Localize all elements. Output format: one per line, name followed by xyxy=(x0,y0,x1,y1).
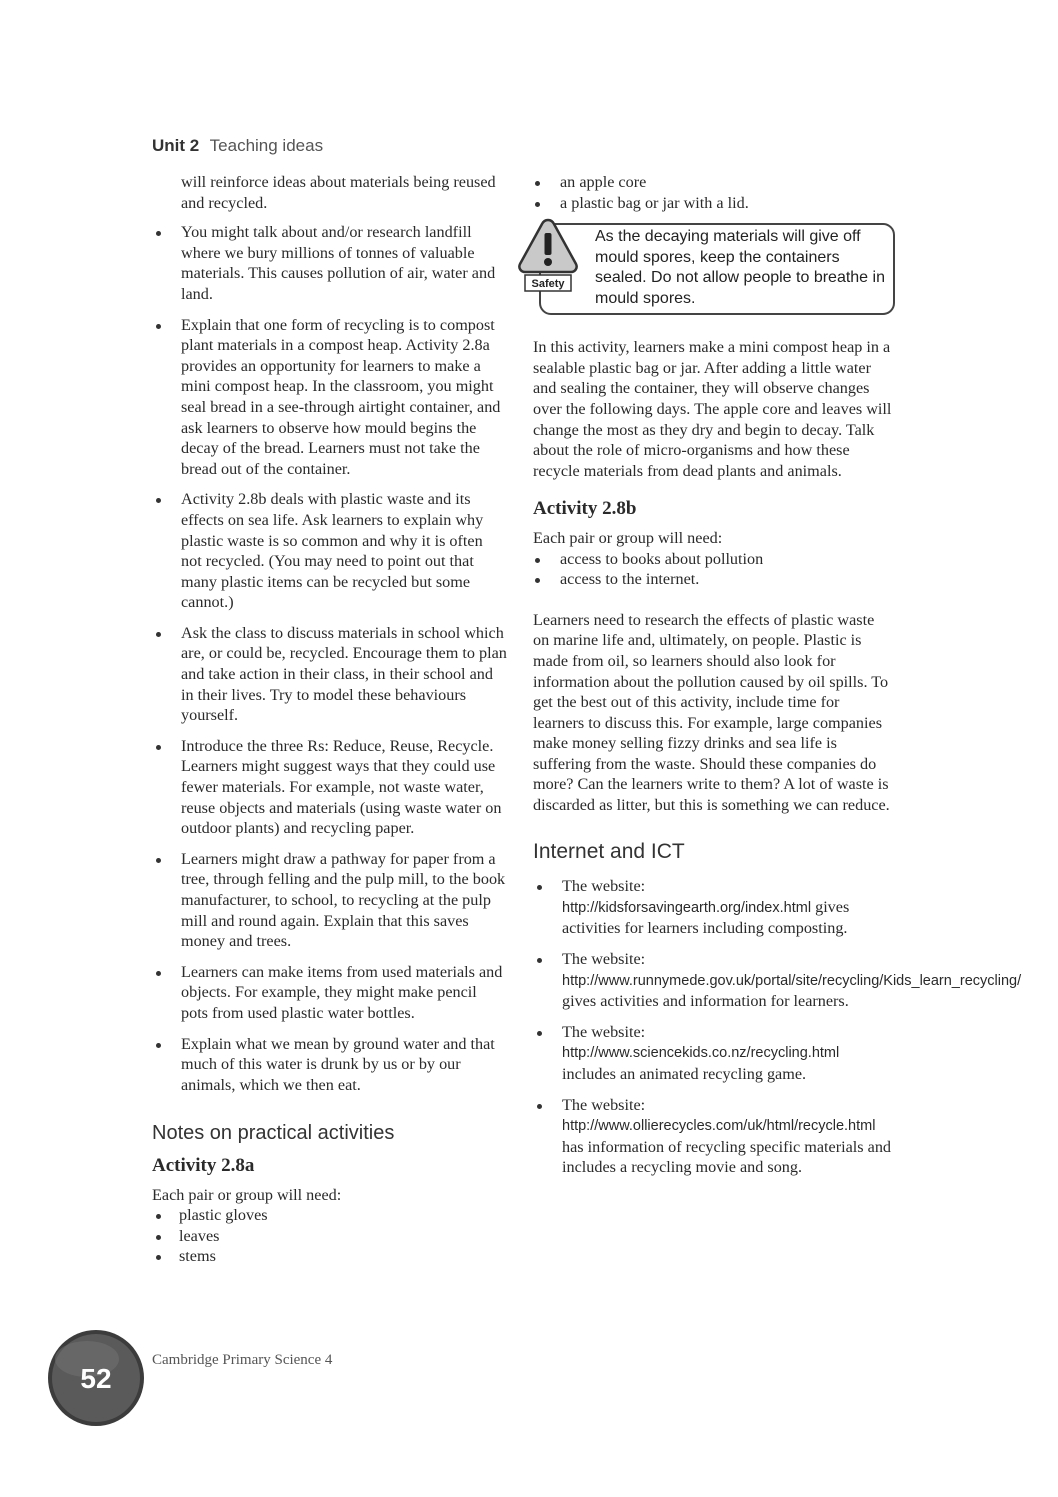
safety-label: Safety xyxy=(531,278,565,291)
list-item: stems xyxy=(152,1246,507,1267)
list-item: plastic gloves xyxy=(152,1205,507,1226)
activity-a-materials xyxy=(152,1205,507,1267)
safety-message: As the decaying materials will give off mould spores, keep the containers sealed. Do not allow people to breathe in mould spores. xyxy=(595,228,885,307)
ict-desc: includes an animated recycling game. xyxy=(562,1065,807,1083)
website-link[interactable]: http://www.runnymede.gov.uk/portal/site/recycling/Kids_learn_recycling/ xyxy=(562,972,1022,989)
list-item: access to books about pollution xyxy=(533,549,893,570)
list-item xyxy=(533,1095,893,1178)
list-item: Learners might draw a pathway for paper from a tree, through felling and the pulp mill, to the book manufacturer, to school, to recycling at the pulp mill and round again. Explain that this saves money and trees. xyxy=(152,849,507,952)
warning-triangle-icon xyxy=(517,217,579,293)
ict-desc: gives activities for learners including composting. xyxy=(562,897,850,938)
ict-prefix: The website: xyxy=(562,877,646,896)
ict-prefix: The website: xyxy=(562,1022,646,1041)
ict-desc: has information of recycling specific materials and includes a recycling movie and song. xyxy=(562,1137,892,1177)
ict-heading: Internet and ICT xyxy=(533,839,685,863)
ict-prefix: The website: xyxy=(562,950,646,969)
notes-heading: Notes on practical activities xyxy=(152,1122,395,1145)
activity-b-description: Learners need to research the effects of plastic waste on marine life and, ultimately, on people. Plastic is made from oil, so learners should also look for information about the pollution caused by oil spills. To get the best out of this activity, include time for learners to discuss this. For example, large companies make money selling fizzy drinks and sea life is suffering from the waste. Should these companies do more? Can the learners write to them? A lot of waste is discarded as litter, but this is something we can reduce. xyxy=(533,610,890,815)
page-number-badge xyxy=(47,1329,145,1427)
list-item: an apple core xyxy=(533,172,893,193)
teaching-ideas-list xyxy=(152,222,507,1095)
list-item xyxy=(533,876,893,939)
running-header xyxy=(152,136,323,156)
ict-prefix: The website: xyxy=(562,1095,646,1114)
right-column xyxy=(531,172,1022,1188)
unit-label: Unit 2 xyxy=(152,136,200,155)
left-column xyxy=(152,172,507,1267)
list-item: Learners can make items from used materials and objects. For example, they might make pencil pots from used plastic water bottles. xyxy=(152,962,507,1024)
activity-b-heading: Activity 2.8b xyxy=(533,498,637,520)
list-item xyxy=(533,949,1022,1012)
website-link[interactable]: http://www.sciencekids.co.nz/recycling.html xyxy=(562,1045,840,1062)
activity-b-materials xyxy=(533,549,893,590)
list-item: Explain that one form of recycling is to compost plant materials in a compost heap. Activity 2.8a provides an opportunity for learners to make a mini compost heap. In the classroom, you might seal bread in a see-through airtight container, and ask learners to observe how mould begins the decay of the bread. Learners must not take the bread out of the container. xyxy=(152,315,507,480)
website-link[interactable]: http://kidsforsavingearth.org/index.html xyxy=(562,899,812,916)
list-item: leaves xyxy=(152,1226,507,1247)
safety-callout xyxy=(533,223,893,315)
header-title: Teaching ideas xyxy=(209,136,324,155)
activity-a-materials-cont xyxy=(533,172,893,213)
ict-desc: gives activities and information for learners. xyxy=(562,992,849,1011)
website-link[interactable]: http://www.ollierecycles.com/uk/html/recycle.html xyxy=(562,1118,876,1135)
list-item: Introduce the three Rs: Reduce, Reuse, Recycle. Learners might suggest ways that they could use fewer materials. For example, not waste water, reuse objects and materials (using waste water on outdoor plants) and recycling paper. xyxy=(152,736,507,839)
list-item: Explain what we mean by ground water and that much of this water is drunk by us or by our animals, which we then eat. xyxy=(152,1034,507,1096)
activity-a-heading: Activity 2.8a xyxy=(152,1154,255,1176)
list-item: Ask the class to discuss materials in school which are, or could be, recycled. Encourage them to plan and take action in their class, in their school and in their lives. Try to model these behaviours yourself. xyxy=(152,623,507,726)
list-item: Activity 2.8b deals with plastic waste and its effects on sea life. Ask learners to explain why plastic waste is so common and why it is often not recycled. (You may need to point out that many plastic items can be recycled but some cannot.) xyxy=(152,489,507,613)
list-item: You might talk about and/or research landfill where we bury millions of tonnes of valuable materials. This causes pollution of air, water and land. xyxy=(152,222,507,304)
page-number: 52 xyxy=(80,1363,112,1394)
activity-a-need: Each pair or group will need: xyxy=(152,1185,342,1204)
list-item: access to the internet. xyxy=(533,569,893,590)
list-item xyxy=(533,1022,893,1085)
activity-a-description: In this activity, learners make a mini compost heap in a sealable plastic bag or jar. After adding a little water and sealing the container, they will observe changes over the following days. The apple core and leaves will change the most as they dry and begin to decay. Talk about the role of micro-organisms and how these recycle materials from dead plants and animals. xyxy=(533,338,892,480)
book-title: Cambridge Primary Science 4 xyxy=(152,1352,333,1368)
ict-list xyxy=(533,876,1022,1178)
continued-paragraph: will reinforce ideas about materials being reused and recycled. xyxy=(181,173,496,212)
activity-b-need: Each pair or group will need: xyxy=(533,528,723,547)
list-item: a plastic bag or jar with a lid. xyxy=(533,193,893,214)
